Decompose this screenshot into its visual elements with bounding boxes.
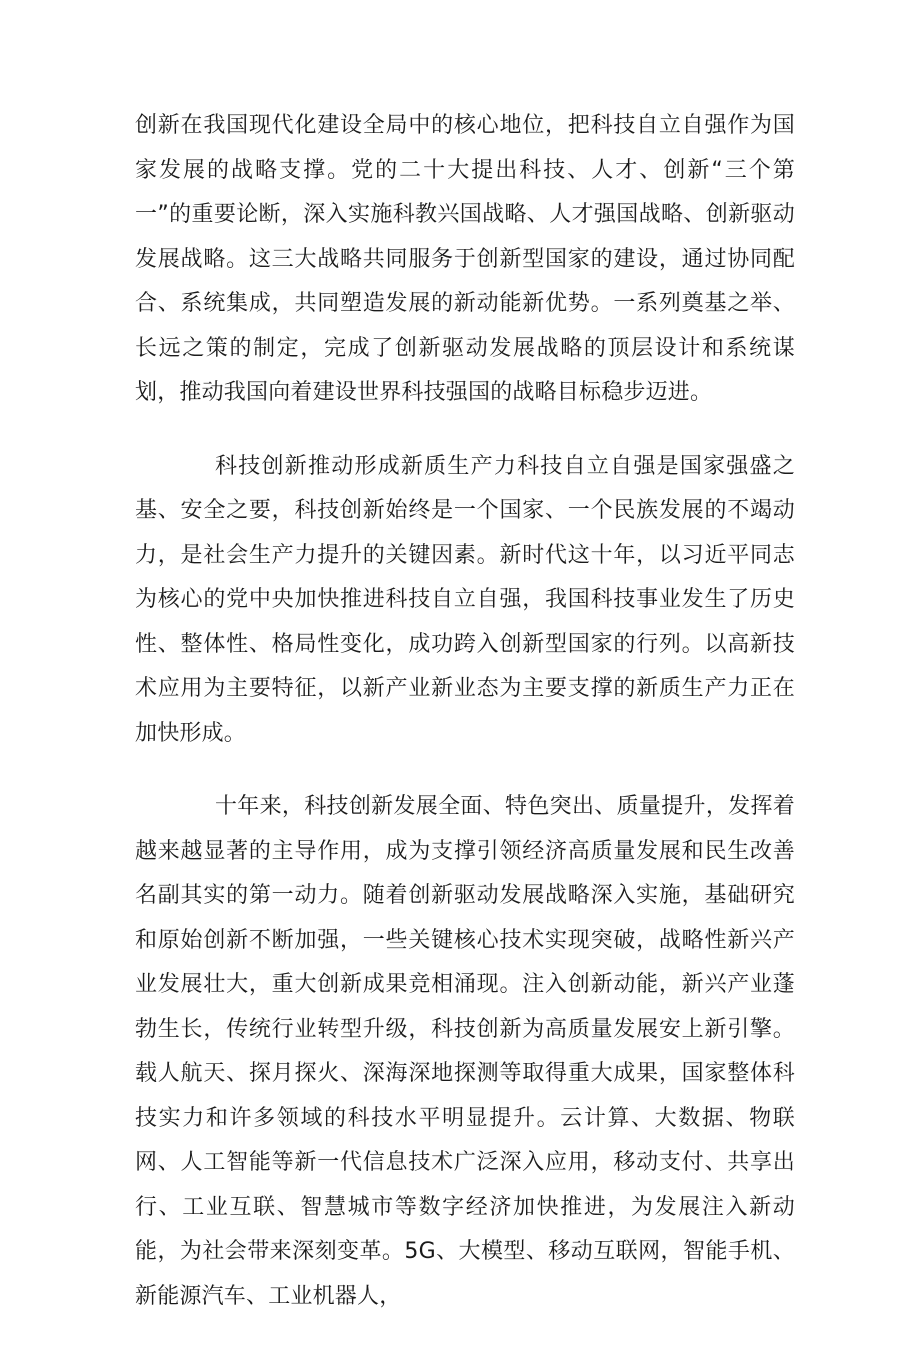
paragraph-1: 创新在我国现代化建设全局中的核心地位，把科技自立自强作为国家发展的战略支撑。党的二十大提出科技、人才、创新“三个第一”的重要论断，深入实施科教兴国战略、人才强国战略、创新驱动发展战略。这三大战略共同服务于创新型国家的建设，通过协同配合、系统集成，共同塑造发展的新动能新优势。一系列奠基之举、长远之策的制定，完成了创新驱动发展战略的顶层设计和系统谋划，推动我国向着建设世界科技强国的战略目标稳步迈进。: [135, 113, 795, 405]
document-body: [135, 104, 795, 1348]
paragraph-2: 科技创新推动形成新质生产力科技自立自强是国家强盛之基、安全之要，科技创新始终是一个国家、一个民族发展的不竭动力，是社会生产力提升的关键因素。新时代这十年，以习近平同志为核心的党中央加快推进科技自立自强，我国科技事业发生了历史性、整体性、格局性变化，成功跨入创新型国家的行列。以高新技术应用为主要特征，以新产业新业态为主要支撑的新质生产力正在加快形成。: [135, 453, 795, 746]
paragraph-3: 十年来，科技创新发展全面、特色突出、质量提升，发挥着越来越显著的主导作用，成为支撑引领经济高质量发展和民生改善名副其实的第一动力。随着创新驱动发展战略深入实施，基础研究和原始创新不断加强，一些关键核心技术实现突破，战略性新兴产业发展壮大，重大创新成果竞相涌现。注入创新动能，新兴产业蓬勃生长，传统行业转型升级，科技创新为高质量发展安上新引擎。载人航天、探月探火、深海深地探测等取得重大成果，国家整体科技实力和许多领域的科技水平明显提升。云计算、大数据、物联网、人工智能等新一代信息技术广泛深入应用，移动支付、共享出行、工业互联、智慧城市等数字经济加快推进，为发展注入新动能，为社会带来深刻变革。5G、大模型、移动互联网，智能手机、新能源汽车、工业机器人，: [135, 794, 795, 1309]
